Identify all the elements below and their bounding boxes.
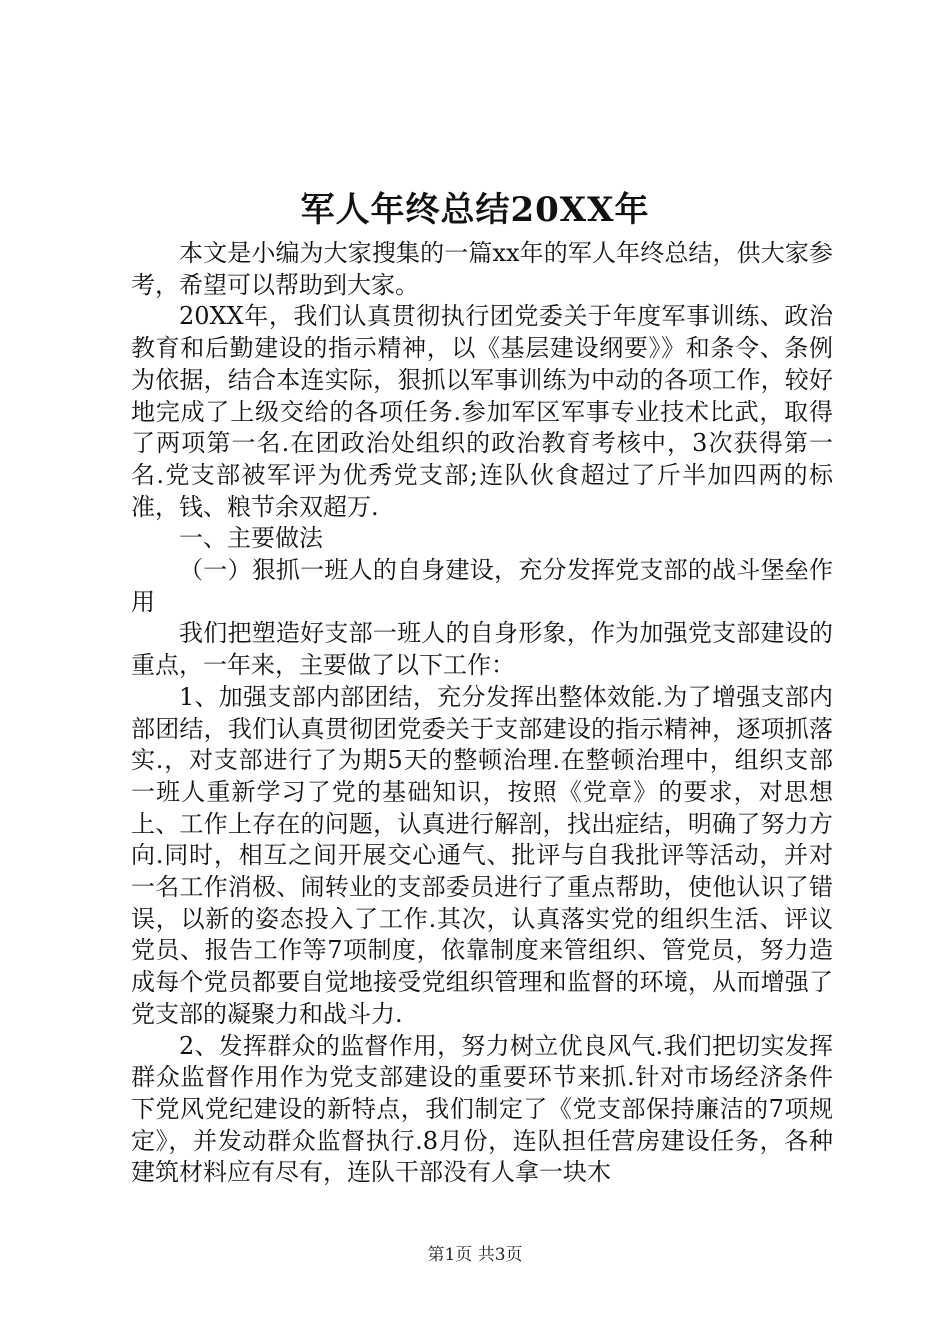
body-paragraph: 1、加强支部内部团结，充分发挥出整体效能.为了增强支部内部团结，我们认真贯彻团党委关于支部建设的指示精神，逐项抓落实.，对支部进行了为期5天的整顿治理.在整顿治理中，组织支部一班人重新学习了党的基础知识，按照《党章》的要求，对思想上、工作上存在的问题，认真进行解剖，找出症结，明确了努力方向.同时，相互之间开展交心通气、批评与自我批评等活动，并对一名工作消极、闹转业的支部委员进行了重点帮助，使他认识了错误，以新的姿态投入了工作.其次，认真落实党的组织生活、评议党员、报告工作等7项制度，依靠制度来管组织、管党员，努力造成每个党员都要自觉地接受党组织管理和监督的环境，从而增强了党支部的凝聚力和战斗力.	[131, 682, 833, 1028]
document-title: 军人年终总结20XX年	[300, 190, 650, 230]
summary-paragraph: 20XX年，我们认真贯彻执行团党委关于年度军事训练、政治教育和后勤建设的指示精神，以《基层建设纲要》》和条令、条例为依据，结合本连实际，狠抓以军事训练为中动的各项工作，较好地完成了上级交给的各项任务.参加军区军事专业技术比武，取得了两项第一名.在团政治处组织的政治教育考核中，3次获得第一名.党支部被军评为优秀党支部;连队伙食超过了斤半加四两的标准，钱、粮节余双超万.	[131, 302, 833, 521]
body-paragraph: 2、发挥群众的监督作用，努力树立优良风气.我们把切实发挥群众监督作用作为党支部建设的重要环节来抓.针对市场经济条件下党风党纪建设的新特点，我们制定了《党支部保持廉洁的7项规定》，并发动群众监督执行.8月份，连队担任营房建设任务，各种建筑材料应有尽有，连队干部没有人拿一块木	[131, 1031, 833, 1187]
intro-paragraph: 本文是小编为大家搜集的一篇xx年的军人年终总结，供大家参考，希望可以帮助到大家。	[131, 239, 833, 299]
section-heading: 一、主要做法	[179, 524, 323, 553]
subsection-heading: （一）狠抓一班人的自身建设，充分发挥党支部的战斗堡垒作用	[131, 556, 833, 616]
page-footer: 第1页 共3页	[427, 1245, 523, 1265]
document-body	[131, 238, 833, 1189]
body-paragraph: 我们把塑造好支部一班人的自身形象，作为加强党支部建设的重点，一年来，主要做了以下工作：	[131, 619, 833, 680]
